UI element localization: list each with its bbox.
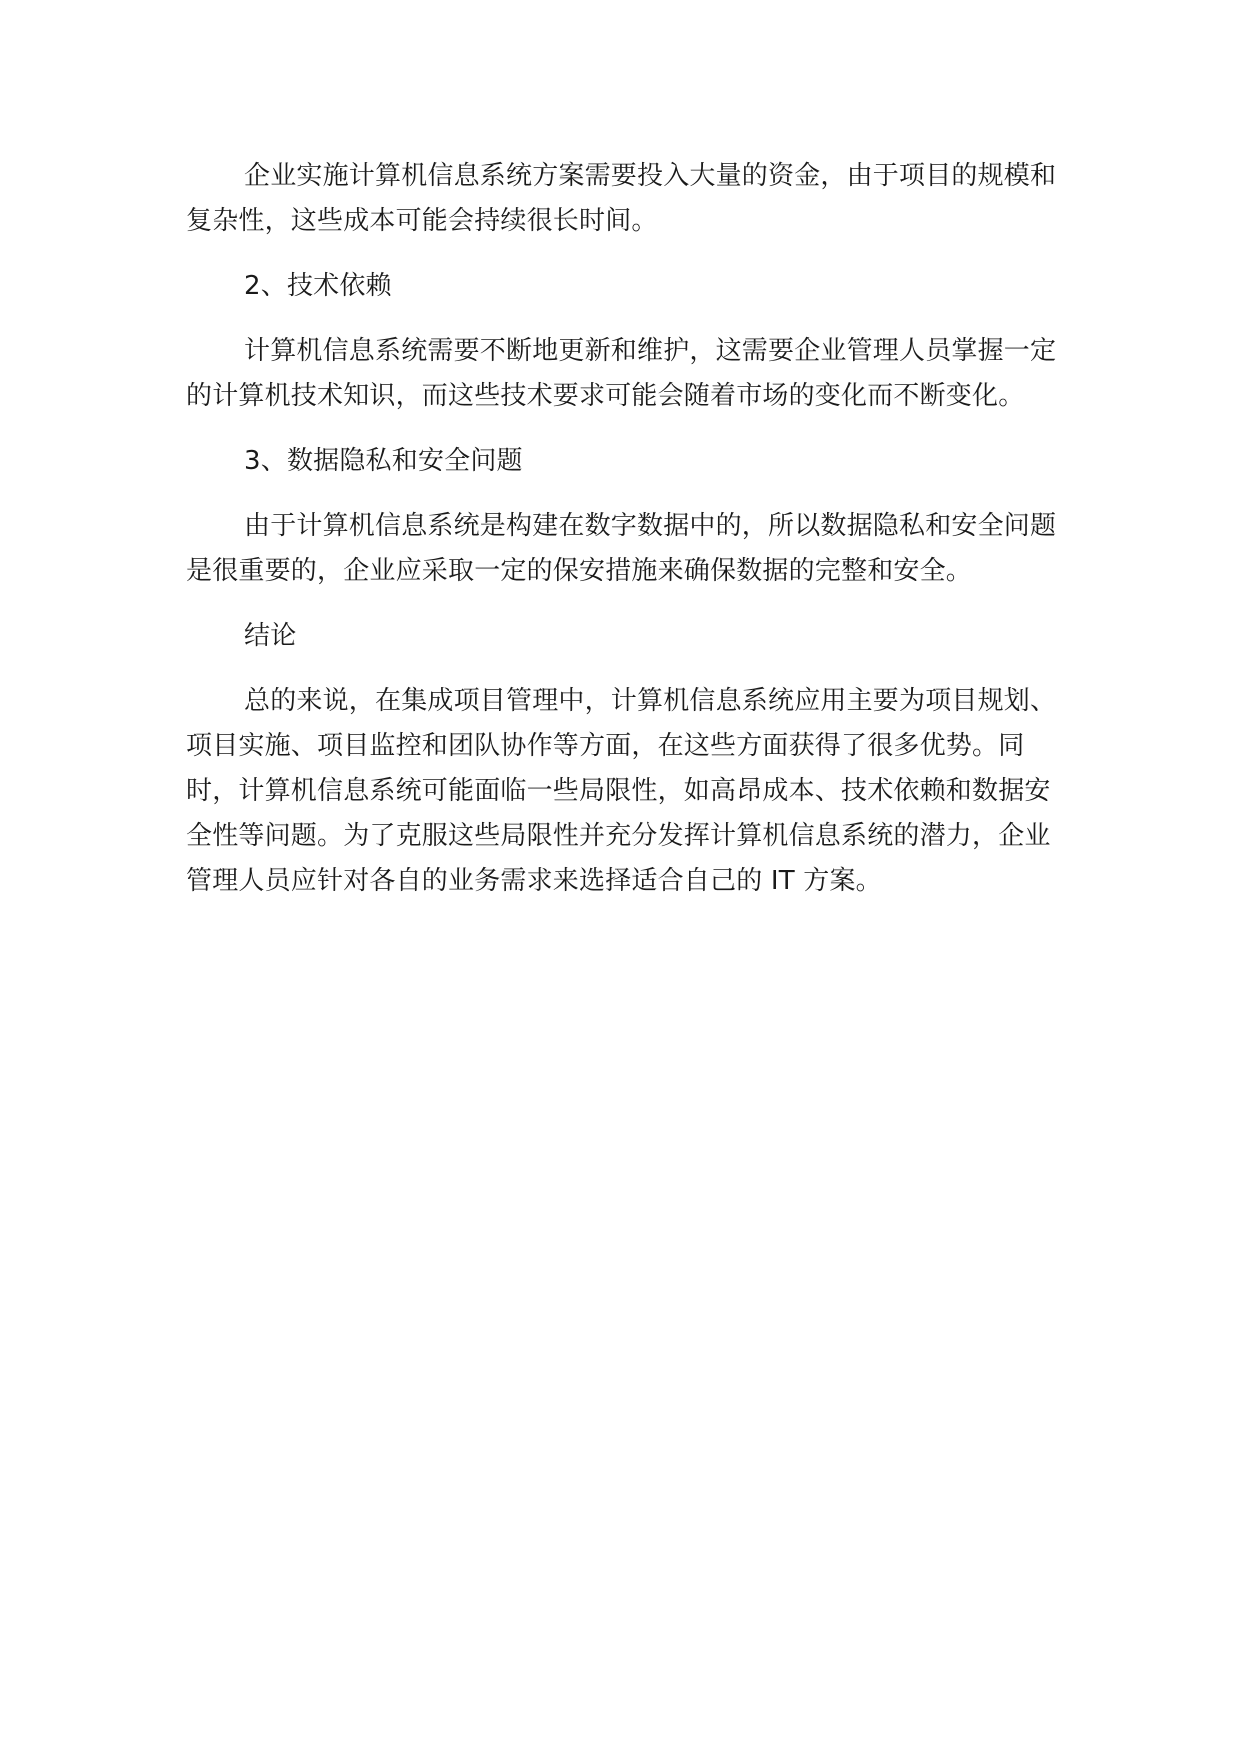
paragraph-data-privacy: 由于计算机信息系统是构建在数字数据中的，所以数据隐私和安全问题是很重要的，企业应采取一定的保安措施来确保数据的完整和安全。 [186,511,1057,586]
section-heading-conclusion: 结论 [244,621,297,651]
paragraph-cost: 企业实施计算机信息系统方案需要投入大量的资金，由于项目的规模和复杂性，这些成本可能会持续很长时间。 [186,161,1057,236]
section-heading-tech-dependency: 2、技术依赖 [244,271,392,301]
paragraph-conclusion: 总的来说，在集成项目管理中，计算机信息系统应用主要为项目规划、项目实施、项目监控和团队协作等方面，在这些方面获得了很多优势。同时，计算机信息系统可能面临一些局限性，如高昂成本、技术依赖和数据安全性等问题。为了克服这些局限性并充分发挥计算机信息系统的潜力，企业管理人员应针对各自的业务需求来选择适合自己的 IT 方案。 [186,686,1057,896]
section-heading-data-privacy: 3、数据隐私和安全问题 [244,446,523,476]
document-body [186,154,1066,904]
paragraph-tech-dependency: 计算机信息系统需要不断地更新和维护，这需要企业管理人员掌握一定的计算机技术知识，而这些技术要求可能会随着市场的变化而不断变化。 [186,336,1057,411]
